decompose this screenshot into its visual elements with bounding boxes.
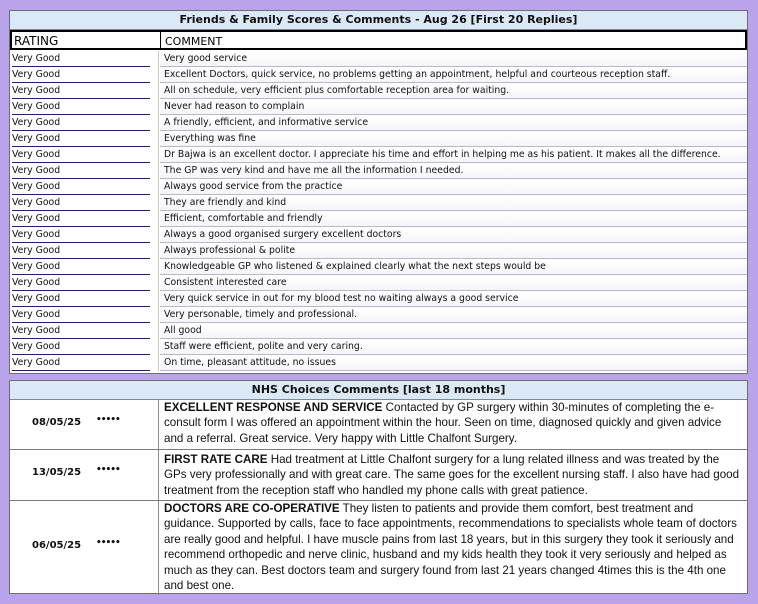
rating-cell: Very Good [12, 211, 150, 227]
review-body: They listen to patients and provide them comfort, best treatment and guidance. Supported by calls, face to face appointments, recommendations to specialists whole team of doctors are really good and helpful. I have muscle pains from last 18 years, but in this surgery they took it seriously and recommend orthopedic and nerve clinic, husband and my kids health they took it very seriously and helped as much as they can. Best doctors team and surgery found from last 21 years changed 4times this is the 4th one and best one. [164, 502, 737, 593]
comment-cell: Dr Bajwa is an excellent doctor. I appreciate his time and effort in helping me as his patient. It makes all the difference. [160, 147, 747, 163]
star-rating: ••••• [96, 465, 120, 475]
rating-cell: Very Good [12, 291, 150, 307]
review-row [10, 501, 747, 595]
ff-panel-title: Friends & Family Scores & Comments - Aug 26 [First 20 Replies] [10, 11, 747, 30]
comment-cell: Always good service from the practice [160, 179, 747, 195]
table-row [10, 51, 747, 67]
rating-cell: Very Good [12, 131, 150, 147]
comment-cell: All on schedule, very efficient plus comfortable reception area for waiting. [160, 83, 747, 99]
table-row [10, 227, 747, 243]
comment-cell: Consistent interested care [160, 275, 747, 291]
table-row [10, 115, 747, 131]
review-body: Contacted by GP surgery within 30-minutes of completing the e-consult form I was offered an appointment within the hour. Seen on time, diagnosed quickly and given advice and a referral. Great service. Very happy with Little Chalfont Surgery. [164, 401, 722, 445]
table-row [10, 83, 747, 99]
table-row [10, 243, 747, 259]
review-row [10, 400, 747, 450]
rating-cell: Very Good [12, 67, 150, 83]
table-row [10, 259, 747, 275]
comment-cell: All good [160, 323, 747, 339]
table-row [10, 179, 747, 195]
table-row [10, 131, 747, 147]
comment-cell: The GP was very kind and have me all the information I needed. [160, 163, 747, 179]
comment-cell: On time, pleasant attitude, no issues [160, 355, 747, 371]
ff-table-body [10, 51, 747, 371]
table-row [10, 323, 747, 339]
rating-cell: Very Good [12, 147, 150, 163]
table-row [10, 339, 747, 355]
rating-cell: Very Good [12, 83, 150, 99]
comment-cell: Knowledgeable GP who listened & explained clearly what the next steps would be [160, 259, 747, 275]
table-row [10, 291, 747, 307]
review-heading: EXCELLENT RESPONSE AND SERVICE [164, 401, 383, 414]
review-date: 13/05/25 [32, 467, 82, 478]
rating-cell: Very Good [12, 275, 150, 291]
nhs-choices-panel [9, 380, 748, 594]
nhs-panel-title: NHS Choices Comments [last 18 months] [10, 381, 747, 400]
rating-cell: Very Good [12, 99, 150, 115]
comment-cell: Always professional & polite [160, 243, 747, 259]
rating-cell: Very Good [12, 195, 150, 211]
table-row [10, 275, 747, 291]
table-row [10, 163, 747, 179]
table-row [10, 211, 747, 227]
rating-cell: Very Good [12, 163, 150, 179]
table-row [10, 195, 747, 211]
rating-cell: Very Good [12, 227, 150, 243]
rating-cell: Very Good [12, 115, 150, 131]
nhs-reviews-list [10, 400, 747, 595]
table-row [10, 67, 747, 83]
comment-cell: Never had reason to complain [160, 99, 747, 115]
comment-column-header: COMMENT [165, 35, 223, 48]
rating-cell: Very Good [12, 259, 150, 275]
review-heading: FIRST RATE CARE [164, 453, 268, 466]
comment-cell: Always a good organised surgery excellent doctors [160, 227, 747, 243]
review-text [164, 501, 743, 593]
rating-cell: Very Good [12, 179, 150, 195]
comment-cell: Efficient, comfortable and friendly [160, 211, 747, 227]
table-row [10, 355, 747, 371]
comment-cell: They are friendly and kind [160, 195, 747, 211]
review-heading: DOCTORS ARE CO-OPERATIVE [164, 502, 340, 515]
review-row [10, 450, 747, 501]
star-rating: ••••• [96, 538, 120, 548]
rating-cell: Very Good [12, 339, 150, 355]
review-text [164, 452, 743, 498]
friends-family-panel [9, 10, 748, 374]
rating-cell: Very Good [12, 51, 150, 67]
review-text [164, 400, 743, 446]
review-date: 06/05/25 [32, 540, 82, 551]
rating-cell: Very Good [12, 355, 150, 371]
table-row [10, 99, 747, 115]
rating-cell: Very Good [12, 307, 150, 323]
review-date: 08/05/25 [32, 417, 82, 428]
table-row [10, 307, 747, 323]
comment-cell: Everything was fine [160, 131, 747, 147]
rating-cell: Very Good [12, 243, 150, 259]
comment-cell: Very good service [160, 51, 747, 67]
review-body: Had treatment at Little Chalfont surgery for a lung related illness and was treated by the GPs very professionally and with great care. The same goes for the excellent nursing staff. I also have had good treatment from the reception staff who handled my phone calls with great patience. [164, 453, 740, 497]
table-row [10, 147, 747, 163]
star-rating: ••••• [96, 415, 120, 425]
comment-cell: Excellent Doctors, quick service, no problems getting an appointment, helpful and courteous reception staff. [160, 67, 747, 83]
rating-cell: Very Good [12, 323, 150, 339]
rating-column-header: RATING [14, 34, 59, 48]
comment-cell: Very personable, timely and professional. [160, 307, 747, 323]
ff-table-header [10, 30, 747, 50]
comment-cell: A friendly, efficient, and informative service [160, 115, 747, 131]
comment-cell: Very quick service in out for my blood test no waiting always a good service [160, 291, 747, 307]
comment-cell: Staff were efficient, polite and very caring. [160, 339, 747, 355]
